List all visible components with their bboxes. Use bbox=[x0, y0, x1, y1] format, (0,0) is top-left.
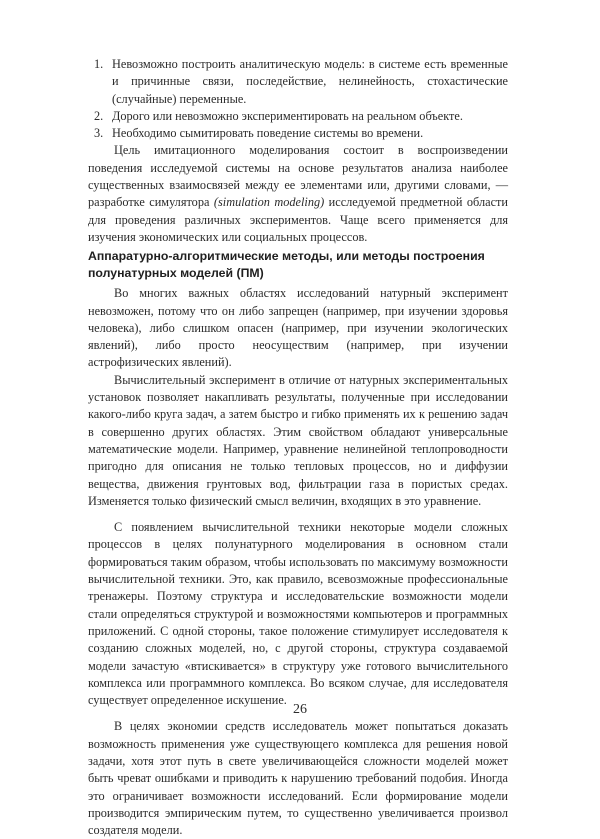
page-content bbox=[88, 56, 508, 839]
paragraph-text: исследуемой предметной области для проведения различных экспериментов. Чаще всего применяется для изучения экономических или социальных процессов. bbox=[88, 195, 508, 244]
numbered-list bbox=[88, 56, 508, 142]
paragraph: Во многих важных областях исследований натурный эксперимент невозможен, потому что он либо запрещен (например, при изучении здоровья человека), либо слишком опасен (например, при изучении экологических явлений), либо просто неосуществим (например, при изучении астрофизических явлений). bbox=[88, 286, 508, 370]
list-item bbox=[88, 56, 508, 108]
page-number: 26 bbox=[293, 702, 307, 717]
list-item-text: Дорого или невозможно экспериментировать на реальном объекте. bbox=[112, 108, 463, 123]
list-item bbox=[88, 108, 508, 125]
paragraph: С появлением вычислительной техники некоторые модели сложных процессов в целях полунатурного моделирования в основном стали формироваться таким образом, чтобы использовать по максимуму возможности вычислительной техники. Это, как правило, всевозможные профессиональные тренажеры. Поэтому структура и исследовательские возможности модели стали определяться структурой и возможностями компьютеров и программных приложений. С одной стороны, такое положение стимулирует исследователя к созданию сложных моделей, но, с другой стороны, структура создаваемой модели зачастую «втискивается» в структуру уже готового вычислительного комплекса или программного комплекса. Во всяком случае, для исследователя существует определенное искушение. bbox=[88, 520, 508, 708]
list-item-number: 3. bbox=[94, 126, 104, 141]
list-item-text: Невозможно построить аналитическую модель: в системе есть временные и причинные связи, последействие, нелинейность, стохастические (случайные) переменные. bbox=[112, 57, 508, 106]
term-simulation-modeling: (simulation modeling) bbox=[213, 195, 325, 210]
paragraph: Вычислительный эксперимент в отличие от натурных экспериментальных установок позволяет накапливать результаты, полученные при исследовании какого-либо круга задач, а затем быстро и гибко применять их к решению задач в совершенно других областях. Этим свойством обладают универсальные математические модели. Например, уравнение нелинейной теплопроводности пригодно для описания не только тепловых процессов, но и диффузии вещества, движения грунтовых вод, фильтрации газа в пористых средах. Изменяется только физический смысл величин, входящих в это уравнение. bbox=[88, 372, 508, 508]
list-item bbox=[88, 125, 508, 142]
section-heading: Аппаратурно-алгоритмические методы, или методы построения полунатурных моделей (ПМ) bbox=[88, 249, 485, 281]
paragraph: В целях экономии средств исследователь может попытаться доказать возможность применения уже существующего комплекса для решения новой задачи, хотя этот путь в свете увеличивающейся сложности моделей может быть чреват ошибками и приводить к нарушению требований подобия. Иногда это ограничивает возможности исследований. Если формирование модели производится эмпирическим путем, то существенно увеличивается произвол создателя модели. bbox=[88, 719, 508, 838]
paragraph-text: Цель имитационного моделирования состоит в воспроизведении поведения исследуемой системы на основе результатов анализа наиболее существенных взаимосвязей между ее элементами или, другими словами, — разработке симулятора bbox=[88, 143, 508, 210]
list-item-number: 1. bbox=[94, 57, 104, 71]
paragraph-imitation-modeling bbox=[88, 142, 508, 246]
list-item-number: 2. bbox=[94, 108, 104, 123]
list-item-text: Необходимо сымитировать поведение системы во времени. bbox=[112, 126, 424, 141]
